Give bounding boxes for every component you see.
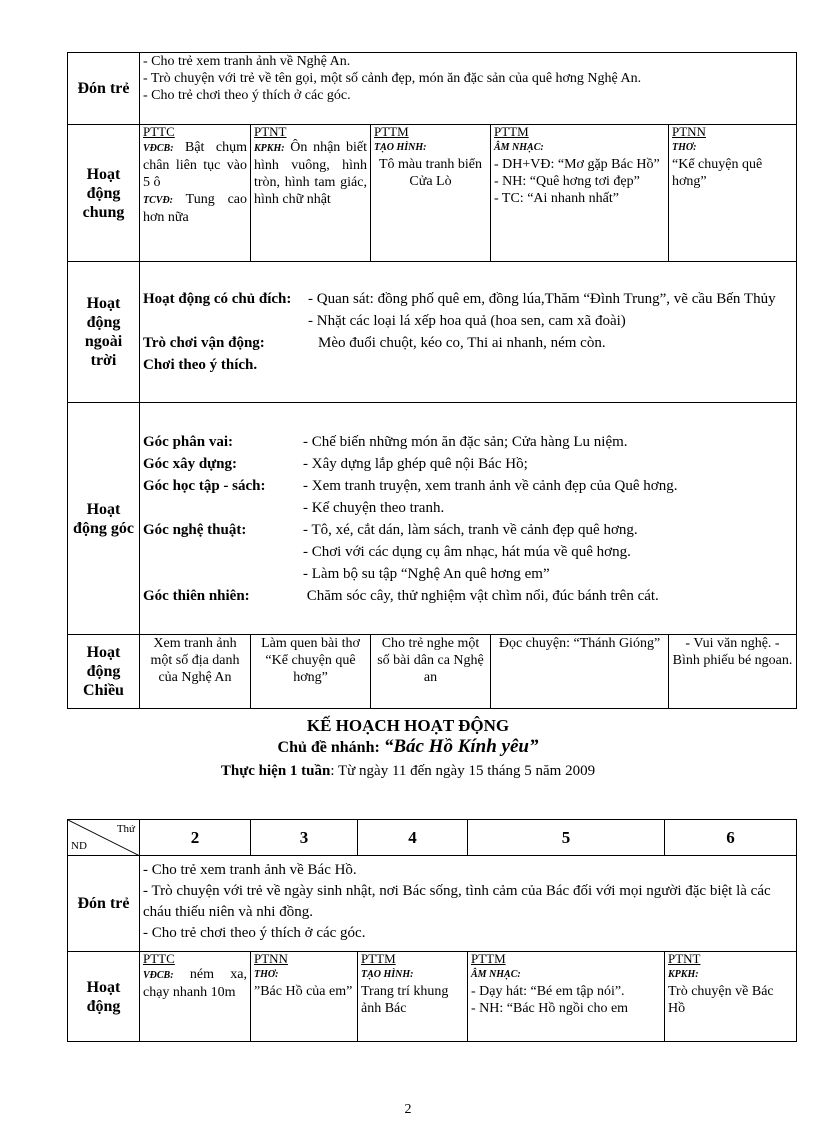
subject-label: PTTM (494, 124, 529, 139)
period-label: Thực hiện 1 tuần (220, 763, 331, 779)
subject-label: PTTC (143, 951, 175, 966)
activity-text: - NH: “Quê hơng tơi đẹp” (494, 174, 640, 189)
activity-cell (468, 952, 665, 1042)
goc-text: - Tô, xé, cắt dán, làm sách, tranh về cảnh đẹp quê hơng. (303, 522, 638, 538)
activity-text: Tung cao hơn nữa (143, 192, 247, 225)
goc-text: - Chế biến những món ăn đặc sản; Cửa hàng Lu niệm. (303, 434, 628, 450)
activity-text: ”Bác Hồ của em” (254, 984, 353, 999)
activity-text: Bật chụm chân liên tục vào 5 ô (143, 140, 247, 190)
day-header: 6 (665, 820, 797, 856)
activity-cell (491, 125, 669, 262)
row-label-ngoai-troi: Hoạt động ngoài trời (68, 262, 140, 403)
activity-text: ném xa, chạy nhanh 10m (143, 967, 247, 1000)
day-header: 3 (251, 820, 358, 856)
goc-row (143, 585, 793, 607)
don-tre-line: - Cho trẻ chơi theo ý thích ở các góc. (143, 88, 351, 103)
row-label-hoat-dong-chung: Hoạt động chung (68, 125, 140, 262)
branch-label: Chủ đề nhánh: (277, 739, 384, 756)
activity-text: - Dạy hát: “Bé em tập nói”. (471, 984, 625, 999)
corner-header (68, 820, 140, 856)
goc-text: Chăm sóc cây, thử nghiệm vật chìm nổi, đúc bánh trên cát. (303, 588, 659, 604)
activity-text: - DH+VĐ: “Mơ gặp Bác Hồ” (494, 157, 660, 172)
ngoai-troi-text: - Nhặt các loại lá xếp hoa quả (hoa sen, cam xã đoài) (308, 313, 626, 329)
don-tre-line: - Cho trẻ chơi theo ý thích ở các góc. (143, 925, 366, 941)
activity-cell (358, 952, 468, 1042)
activity-cell (140, 952, 251, 1042)
row-label-goc: Hoạt động góc (68, 403, 140, 635)
activity-tag: VĐCB: (143, 970, 174, 981)
corner-thu: Thứ (116, 823, 135, 835)
corner-nd: ND (71, 840, 87, 852)
don-tre-line: - Trò chuyện với trẻ về tên gọi, một số cảnh đẹp, món ăn đặc sản của quê hơng Nghệ An. (143, 71, 642, 86)
weekly-plan-table-1 (67, 52, 797, 709)
plan-title: KẾ HOẠCH HOẠT ĐỘNG (306, 716, 510, 735)
day-header: 2 (140, 820, 251, 856)
activity-tag: KPKH: (254, 143, 285, 154)
branch-line (0, 736, 816, 759)
goc-content (140, 403, 797, 635)
activity-tag: TẠO HÌNH: (361, 969, 414, 980)
subject-label: PTNN (254, 951, 288, 966)
goc-row (143, 541, 793, 563)
subject-label: PTTC (143, 124, 175, 139)
row-label-don-tre: Đón trẻ (68, 53, 140, 125)
branch-name: “Bác Hồ Kính yêu” (383, 736, 539, 757)
subject-label: PTNN (672, 124, 706, 139)
activity-tag: THƠ: (672, 142, 697, 153)
activity-text: Tô màu tranh biển Cửa Lò (378, 157, 483, 189)
goc-name: Góc phân vai: (143, 434, 234, 450)
subject-label: PTNT (254, 124, 287, 139)
row-label-chieu: Hoạt động Chiều (68, 635, 140, 709)
goc-name: Góc nghệ thuật: (143, 522, 247, 538)
row-label-don-tre: Đón trẻ (68, 856, 140, 952)
goc-row (143, 431, 793, 453)
subject-label: PTTM (374, 124, 409, 139)
goc-text: - Kể chuyện theo tranh. (303, 500, 445, 516)
goc-row (143, 453, 793, 475)
chieu-cell: Đọc chuyện: “Thánh Gióng” (491, 635, 669, 709)
activity-cell (371, 125, 491, 262)
activity-tag: ÂM NHẠC: (494, 142, 544, 153)
activity-cell (669, 125, 797, 262)
period-line (0, 759, 816, 783)
chieu-cell: Làm quen bài thơ “Kể chuyện quê hơng” (251, 635, 371, 709)
activity-cell (140, 125, 251, 262)
goc-text: - Xem tranh truyện, xem tranh ảnh về cảnh đẹp của Quê hơng. (303, 478, 678, 494)
don-tre-line: - Trò chuyện với trẻ về ngày sinh nhật, nơi Bác sống, tình cảm của Bác đối với mọi người đặc biệt là các cháu thiếu niên và nhi đồng. (143, 883, 771, 920)
weekly-plan-table-2 (67, 819, 797, 1042)
ngoai-troi-content (140, 262, 797, 403)
plan-heading (0, 716, 816, 783)
don-tre-content (140, 856, 797, 952)
activity-text: Ôn nhận biết hình vuông, hình tròn, hình tam giác, hình chữ nhật (254, 140, 367, 207)
subject-label: PTNT (668, 951, 701, 966)
activity-cell (251, 952, 358, 1042)
goc-name: Góc thiên nhiên: (143, 588, 250, 604)
activity-cell (665, 952, 797, 1042)
activity-tag: TCVĐ: (143, 195, 173, 206)
activity-cell (251, 125, 371, 262)
page-number: 2 (404, 1102, 412, 1117)
day-header: 4 (358, 820, 468, 856)
chieu-cell: Xem tranh ảnh một số địa danh của Nghệ An (140, 635, 251, 709)
row-label-hoat-dong: Hoạt động (68, 952, 140, 1042)
subject-label: PTTM (361, 951, 396, 966)
chieu-cell: Cho trẻ nghe một số bài dân ca Nghệ an (371, 635, 491, 709)
activity-text: Trò chuyện về Bác Hồ (668, 984, 774, 1016)
ngoai-troi-text: - Quan sát: đồng phố quê em, đồng lúa,Thăm “Đình Trung”, vẽ cầu Bến Thủy (308, 291, 776, 307)
activity-text: Trang trí khung ảnh Bác (361, 984, 449, 1016)
chieu-cell: - Vui văn nghệ. - Bình phiếu bé ngoan. (669, 635, 797, 709)
goc-text: - Chơi với các dụng cụ âm nhạc, hát múa về quê hơng. (303, 544, 631, 560)
activity-tag: VĐCB: (143, 143, 174, 154)
don-tre-content (140, 53, 797, 125)
activity-tag: KPKH: (668, 969, 699, 980)
period-text: : Từ ngày 11 đến ngày 15 tháng 5 năm 2009 (330, 763, 596, 779)
goc-row (143, 497, 793, 519)
ngoai-troi-heading: Trò chơi vận động: (143, 335, 265, 351)
ngoai-troi-text: Mèo đuổi chuột, kéo co, Thi ai nhanh, ném còn. (318, 335, 606, 351)
activity-tag: THƠ: (254, 969, 279, 980)
activity-text: - TC: “Ai nhanh nhất” (494, 191, 619, 206)
ngoai-troi-heading: Hoạt động có chủ đích: (143, 291, 292, 307)
ngoai-troi-heading: Chơi theo ý thích. (143, 357, 258, 373)
goc-text: - Xây dựng lắp ghép quê nội Bác Hồ; (303, 456, 528, 472)
day-header: 5 (468, 820, 665, 856)
don-tre-line: - Cho trẻ xem tranh ảnh về Bác Hồ. (143, 862, 357, 878)
goc-name: Góc xây dựng: (143, 456, 238, 472)
goc-row (143, 563, 793, 585)
goc-text: - Làm bộ su tập “Nghệ An quê hơng em” (303, 566, 550, 582)
activity-text: - NH: “Bác Hồ ngồi cho em (471, 1001, 629, 1016)
goc-row (143, 519, 793, 541)
activity-text: “Kể chuyện quê hơng” (672, 157, 763, 189)
activity-tag: TẠO HÌNH: (374, 142, 427, 153)
goc-row (143, 475, 793, 497)
subject-label: PTTM (471, 951, 506, 966)
goc-name: Góc học tập - sách: (143, 478, 266, 494)
don-tre-line: - Cho trẻ xem tranh ảnh về Nghệ An. (143, 54, 351, 69)
activity-tag: ÂM NHẠC: (471, 969, 521, 980)
